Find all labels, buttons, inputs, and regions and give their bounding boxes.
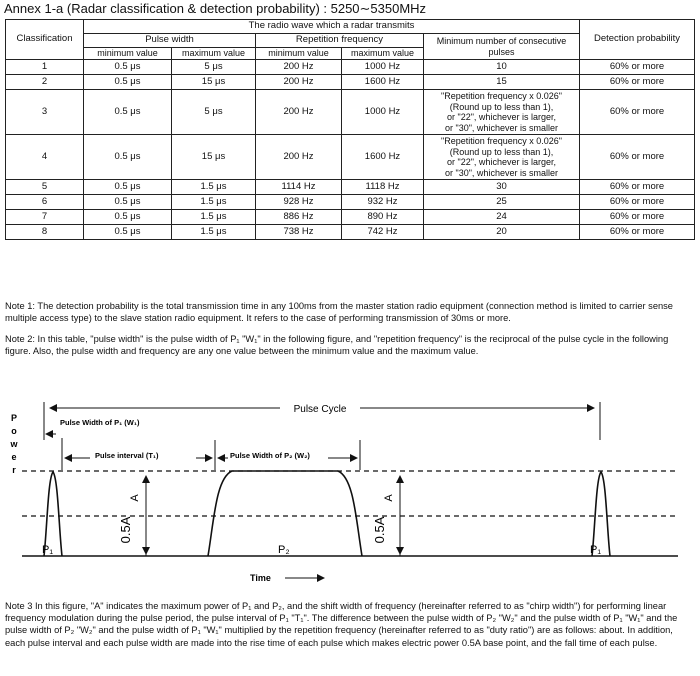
- radar-table: [5, 19, 695, 240]
- table-cell-min-pulses: 10: [424, 60, 580, 75]
- p2-label: P₂: [278, 544, 290, 556]
- axis-letter: e: [11, 452, 17, 462]
- table-cell-pw-max: 5 μs: [172, 60, 256, 75]
- table-cell-rf-max: 1600 Hz: [342, 135, 424, 180]
- table-cell-rf-min: 1114 Hz: [256, 180, 342, 195]
- table-cell-rf-min: 200 Hz: [256, 75, 342, 90]
- note-2: Note 2: In this table, "pulse width" is the pulse width of P₁ "W₁" in the following figure, and "repetition frequency" is the reciprocal of the pulse cycle in the following figure. Also, the pulse width and frequency are any one value between the minimum value and the maximum value.: [5, 334, 669, 357]
- table-cell-cls: 2: [6, 75, 84, 90]
- table-cell-detection: 60% or more: [580, 180, 695, 195]
- min-pulses-line: or "22", whichever is larger,: [447, 157, 556, 167]
- table-row: [6, 135, 695, 180]
- table-row: [6, 90, 695, 135]
- table-cell-rf-max: 1000 Hz: [342, 90, 424, 135]
- half-a-label-2: 0.5A: [372, 516, 387, 544]
- header-group: The radio wave which a radar transmits: [84, 20, 580, 34]
- table-cell-pw-max: 1.5 μs: [172, 180, 256, 195]
- table-cell-rf-min: 886 Hz: [256, 210, 342, 225]
- table-cell-detection: 60% or more: [580, 195, 695, 210]
- note-3: Note 3 In this figure, "A" indicates the maximum power of P₁ and P₂, and the shift width of frequency (hereinafter referred to as "chirp width") for performing linear frequency modulation during the pulse period, the pulse interval of P₁ "T₁". The difference between the pulse width of P₂ "W₂" and the pulse width of P₁ "W₁" and the pulse width of P₂ "W₂" and the pulse width of P₁ "W₁" multiplied by the repetition frequency (hereinafter referred to as "duty ratio") are as follows: about. In addition, each pulse interval and each pulse width are made into the rise time of each pulse which makes electric power 0.5A base point, and the fall time of each pulse.: [5, 601, 678, 648]
- min-pulses-line: "Repetition frequency x 0.026": [441, 136, 562, 146]
- a-max-label: A: [129, 494, 141, 502]
- table-cell-detection: 60% or more: [580, 75, 695, 90]
- pw-p2-label: Pulse Width of P₂ (W₂): [230, 451, 310, 460]
- table-cell-rf-min: 928 Hz: [256, 195, 342, 210]
- table-cell-min-pulses: 30: [424, 180, 580, 195]
- table-cell-cls: 6: [6, 195, 84, 210]
- table-cell-min-pulses: [424, 135, 580, 180]
- table-cell-rf-max: 742 Hz: [342, 225, 424, 240]
- table-cell-pw-min: 0.5 μs: [84, 90, 172, 135]
- min-pulses-line: or "22", whichever is larger,: [447, 112, 556, 122]
- table-cell-pw-max: 15 μs: [172, 135, 256, 180]
- table-row: [6, 210, 695, 225]
- page-title: Annex 1-a (Radar classification & detection probability) : 5250∼5350MHz: [4, 1, 427, 16]
- table-cell-pw-max: 1.5 μs: [172, 225, 256, 240]
- table-cell-pw-min: 0.5 μs: [84, 195, 172, 210]
- sub-pw-min: minimum value: [84, 48, 172, 60]
- table-cell-pw-max: 1.5 μs: [172, 195, 256, 210]
- header-min-pulses: Minimum number of consecutive pulses: [424, 34, 580, 60]
- table-cell-pw-min: 0.5 μs: [84, 75, 172, 90]
- min-pulses-line: (Round up to less than 1),: [449, 146, 554, 157]
- axis-letter: w: [10, 439, 18, 449]
- table-cell-pw-max: 15 μs: [172, 75, 256, 90]
- table-cell-detection: 60% or more: [580, 60, 695, 75]
- table-cell-rf-max: 1000 Hz: [342, 60, 424, 75]
- table-cell-pw-max: 5 μs: [172, 90, 256, 135]
- table-cell-rf-max: 1118 Hz: [342, 180, 424, 195]
- table-cell-min-pulses: 20: [424, 225, 580, 240]
- table-cell-detection: 60% or more: [580, 210, 695, 225]
- pw-p1-label: Pulse Width of P₁ (W₁): [60, 418, 140, 427]
- table-row: [6, 180, 695, 195]
- header-detection: Detection probability: [580, 20, 695, 60]
- axis-letter: r: [12, 465, 16, 475]
- sub-rf-max: maximum value: [342, 48, 424, 60]
- a-label: 0.5A: [118, 516, 133, 544]
- table-cell-cls: 8: [6, 225, 84, 240]
- table-row: [6, 225, 695, 240]
- axis-letter: P: [10, 413, 18, 423]
- table-cell-detection: 60% or more: [580, 90, 695, 135]
- sub-pw-max: maximum value: [172, 48, 256, 60]
- min-pulses-line: (Round up to less than 1),: [449, 101, 554, 112]
- table-cell-cls: 7: [6, 210, 84, 225]
- p1-label-left: P₁: [42, 544, 54, 556]
- table-cell-cls: 5: [6, 180, 84, 195]
- min-pulses-line: or "30", whichever is smaller: [445, 122, 558, 133]
- table-cell-pw-min: 0.5 μs: [84, 135, 172, 180]
- table-cell-rf-min: 200 Hz: [256, 90, 342, 135]
- axis-letter: o: [11, 426, 17, 436]
- table-cell-pw-min: 0.5 μs: [84, 210, 172, 225]
- table-row: [6, 195, 695, 210]
- pulse-interval-label: Pulse interval (T₁): [95, 451, 159, 460]
- table-cell-min-pulses: [424, 90, 580, 135]
- table-cell-rf-max: 932 Hz: [342, 195, 424, 210]
- table-cell-pw-min: 0.5 μs: [84, 180, 172, 195]
- power-axis-label: [9, 413, 18, 475]
- p1-label-right: P₁: [590, 544, 602, 556]
- table-cell-cls: 3: [6, 90, 84, 135]
- table-cell-min-pulses: 25: [424, 195, 580, 210]
- note-1: Note 1: The detection probability is the total transmission time in any 100ms from the master station radio equipment (connection method is limited to carrier sense multiple access type) to the slave station radio equipment. It refers to the case of performing transmission of 30ms or more.: [5, 301, 673, 324]
- a-max-label-2: A: [383, 494, 395, 502]
- table-cell-rf-min: 200 Hz: [256, 135, 342, 180]
- table-cell-pw-min: 0.5 μs: [84, 225, 172, 240]
- table-cell-rf-max: 1600 Hz: [342, 75, 424, 90]
- table-cell-rf-min: 738 Hz: [256, 225, 342, 240]
- min-pulses-line: or "30", whichever is smaller: [445, 167, 558, 178]
- table-cell-rf-min: 200 Hz: [256, 60, 342, 75]
- table-cell-pw-max: 1.5 μs: [172, 210, 256, 225]
- table-cell-rf-max: 890 Hz: [342, 210, 424, 225]
- table-cell-cls: 4: [6, 135, 84, 180]
- header-pulse-width: Pulse width: [84, 34, 256, 48]
- header-rep-freq: Repetition frequency: [256, 34, 424, 48]
- table-cell-detection: 60% or more: [580, 135, 695, 180]
- table-cell-cls: 1: [6, 60, 84, 75]
- time-label: Time: [250, 573, 271, 583]
- min-pulses-line: "Repetition frequency x 0.026": [441, 91, 562, 101]
- table-row: [6, 75, 695, 90]
- sub-rf-min: minimum value: [256, 48, 342, 60]
- pulse-cycle-label: Pulse Cycle: [293, 404, 347, 415]
- table-cell-min-pulses: 15: [424, 75, 580, 90]
- table-cell-pw-min: 0.5 μs: [84, 60, 172, 75]
- table-row: [6, 60, 695, 75]
- table-cell-min-pulses: 24: [424, 210, 580, 225]
- header-classification: Classification: [6, 20, 84, 60]
- pulse-diagram: [0, 380, 700, 592]
- table-cell-detection: 60% or more: [580, 225, 695, 240]
